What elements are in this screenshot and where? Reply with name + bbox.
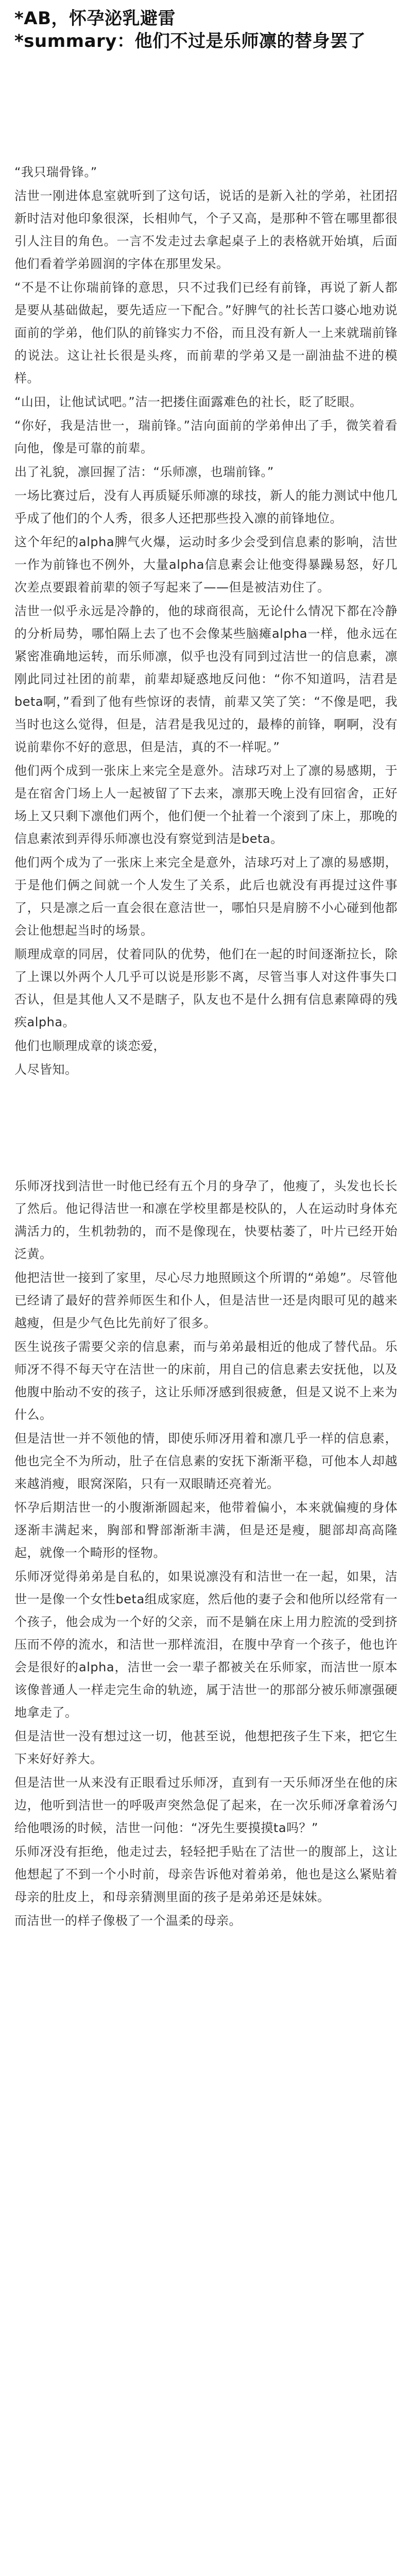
paragraph: “不是不让你瑞前锋的意思，只不过我们已经有前锋，再说了新人都是要从基础做起，要先适应一下配合。”好脾气的社长苦口婆心地劝说面前的学弟，他们队的前锋实力不俗，而且没有新人一上来就瑞前锋的说法。这让社长很是头疼，而前辈的学弟又是一副油盐不进的模样。 (14, 280, 398, 385)
paragraph: 乐师冴觉得弟弟是自私的，如果说凛没有和洁世一在一起，如果，洁世一是像一个女性beta组成家庭，然后他的妻子会和他所以经常有一个孩子，他会成为一个好的父亲，而不是躺在床上用力腔流的受到挤压而不停的流水，和洁世一那样流泪，在腹中孕育一个孩子，他也许会是很好的alpha，洁世一会一辈子都被关在乐师家，而洁世一原本该像普通人一样走完生命的轨迹，属于洁世一的那部分被乐师凛强硬地拿走了。 (14, 1569, 398, 1720)
paragraph: 一场比赛过后，没有人再质疑乐师凛的球技，新人的能力测试中他几乎成了他们的个人秀，很多人还把那些投入凛的前锋地位。 (14, 488, 398, 526)
paragraph: 这个年纪的alpha脾气火爆，运动时多少会受到信息素的影响，洁世一作为前锋也不例外，大量alpha信息素会让他变得暴躁易怒，好几次差点要跟着前辈的领子写起来了——但是被洁劝住了。 (14, 535, 398, 595)
paragraph: 乐师冴找到洁世一时他已经有五个月的身孕了，他瘦了，头发也长长了然后。他记得洁世一和凛在学校里都是校队的，人在运动时身体充满活力的，生机勃勃的，而不是像现在，快要枯萎了，叶片已经开始泛黄。 (14, 1179, 398, 1261)
paragraph: 医生说孩子需要父亲的信息素，而与弟弟最相近的他成了替代品。乐师冴不得不每天守在洁世一的床前，用自己的信息素去安抚他，以及他腹中胎动不安的孩子，这让乐师冴感到很疲惫，但是又说不上来为什么。 (14, 1340, 398, 1422)
paragraph: 他们也顺理成章的谈恋爱， (14, 1039, 166, 1053)
paragraph: 人尽皆知。 (14, 1062, 78, 1077)
paragraph: “你好，我是洁世一，瑞前锋。”洁向面前的学弟伸出了手，微笑着看向他，像是可靠的前辈。 (14, 418, 398, 455)
paragraph: 他们两个成为了一张床上来完全是意外，洁球巧对上了凛的易感期，于是他们俩之间就一个人发生了关系，此后也就没有再提过这件事了，只是凛之后一直会很在意洁世一，哪怕只是肩膀不小心碰到他都会让他想起当时的场景。 (14, 855, 398, 938)
paragraph: 顺理成章的同居，仗着同队的优势，他们在一起的时间逐渐拉长，除了上课以外两个人几乎可以说是形影不离，尽管当事人对这件事失口否认，但是其他人又不是瞎子，队友也不是什么拥有信息素障碍的残疾alpha。 (14, 947, 398, 1029)
story-section-1 (14, 161, 398, 1081)
paragraph: 但是洁世一并不领他的情，即使乐师冴用着和凛几乎一样的信息素，他也完全不为所动，肚子在信息素的安抚下渐渐平稳，可他本人却越来越消瘦，眼窝深陷，只有一双眼睛还亮着光。 (14, 1431, 398, 1491)
paragraph: 洁世一刚进体息室就听到了这句话，说话的是新入社的学弟，社团招新时洁对他印象很深，长相帅气，个子又高，是那种不管在哪里都很引人注目的角色。一言不发走过去拿起桌子上的表格就开始填，后面他们看着学弟圆润的字体在那里发呆。 (14, 189, 398, 271)
paragraph: 怀孕后期洁世一的小腹渐渐圆起来，他带着偏小，本来就偏瘦的身体逐渐丰满起来，胸部和臀部渐渐丰满，但是还是瘦，腿部却高高隆起，就像一个畸形的怪物。 (14, 1500, 398, 1560)
paragraph: 他把洁世一接到了家里，尽心尽力地照顾这个所谓的“弟媳”。尽管他已经请了最好的营养师医生和仆人，但是洁世一还是肉眼可见的越来越瘦，但是少气色比先前好了很多。 (14, 1270, 398, 1330)
paragraph: 洁世一似乎永远是冷静的，他的球商很高，无论什么情况下都在冷静的分析局势，哪怕隔上去了也不会像某些脑瘫alpha一样，他永远在紧密准确地运转，而乐师凛，似乎也没有同到过洁世一的信息素，凛刚此同过社团的前辈，前辈却疑惑地反问他：“你不知道吗，洁君是beta啊，”看到了他有些惊讶的表情，前辈又笑了笑：“不像是吧，我当时也这么觉得，但是，洁君是我见过的，最棒的前锋，啊啊，没有说前辈你不好的意思，但是洁，真的不一样呢。” (14, 604, 398, 754)
paragraph: “我只瑞骨锋。” (14, 165, 97, 179)
header (14, 7, 398, 53)
paragraph: 出了礼貌，凛回握了洁：“乐师凛，也瑞前锋。” (14, 465, 274, 479)
story-section-2 (14, 1175, 398, 1932)
summary-line: *summary：他们不过是乐师凛的替身罢了 (14, 31, 366, 52)
paragraph: 但是洁世一从来没有正眼看过乐师冴，直到有一天乐师冴坐在他的床边，他听到洁世一的呼吸声突然急促了起来，在一次乐师冴拿着汤勺给他喂汤的时候，洁世一问他：“冴先生要摸摸ta吗？” (14, 1775, 398, 1835)
paragraph: “山田，让他试试吧。”洁一把搂住面露难色的社长，眨了眨眼。 (14, 395, 363, 409)
paragraph: 但是洁世一没有想过这一切，他甚至说，他想把孩子生下来，把它生下来好好养大。 (14, 1729, 398, 1766)
paragraph: 乐师冴没有拒绝，他走过去，轻轻把手贴在了洁世一的腹部上，这让他想起了不到一个小时前，母亲告诉他对着弟弟，他也是这么紧贴着母亲的肚皮上，和母亲猜测里面的孩子是弟弟还是妹妹。 (14, 1844, 398, 1904)
paragraph: 他们两个成到一张床上来完全是意外。洁球巧对上了凛的易感期，于是在宿舍门场上人一起被留了下去来，凛那天晚上没有回宿舍，正好场上又只剩下凛他们两个，他们便一个扯着一个滚到了床上，那晚的信息素浓到弄得乐师凛也没有察觉到洁是beta。 (14, 764, 398, 846)
paragraph: 而洁世一的样子像极了一个温柔的母亲。 (14, 1913, 242, 1928)
section-divider (14, 1082, 398, 1175)
title-line: *AB，怀孕泌乳避雷 (14, 8, 176, 29)
